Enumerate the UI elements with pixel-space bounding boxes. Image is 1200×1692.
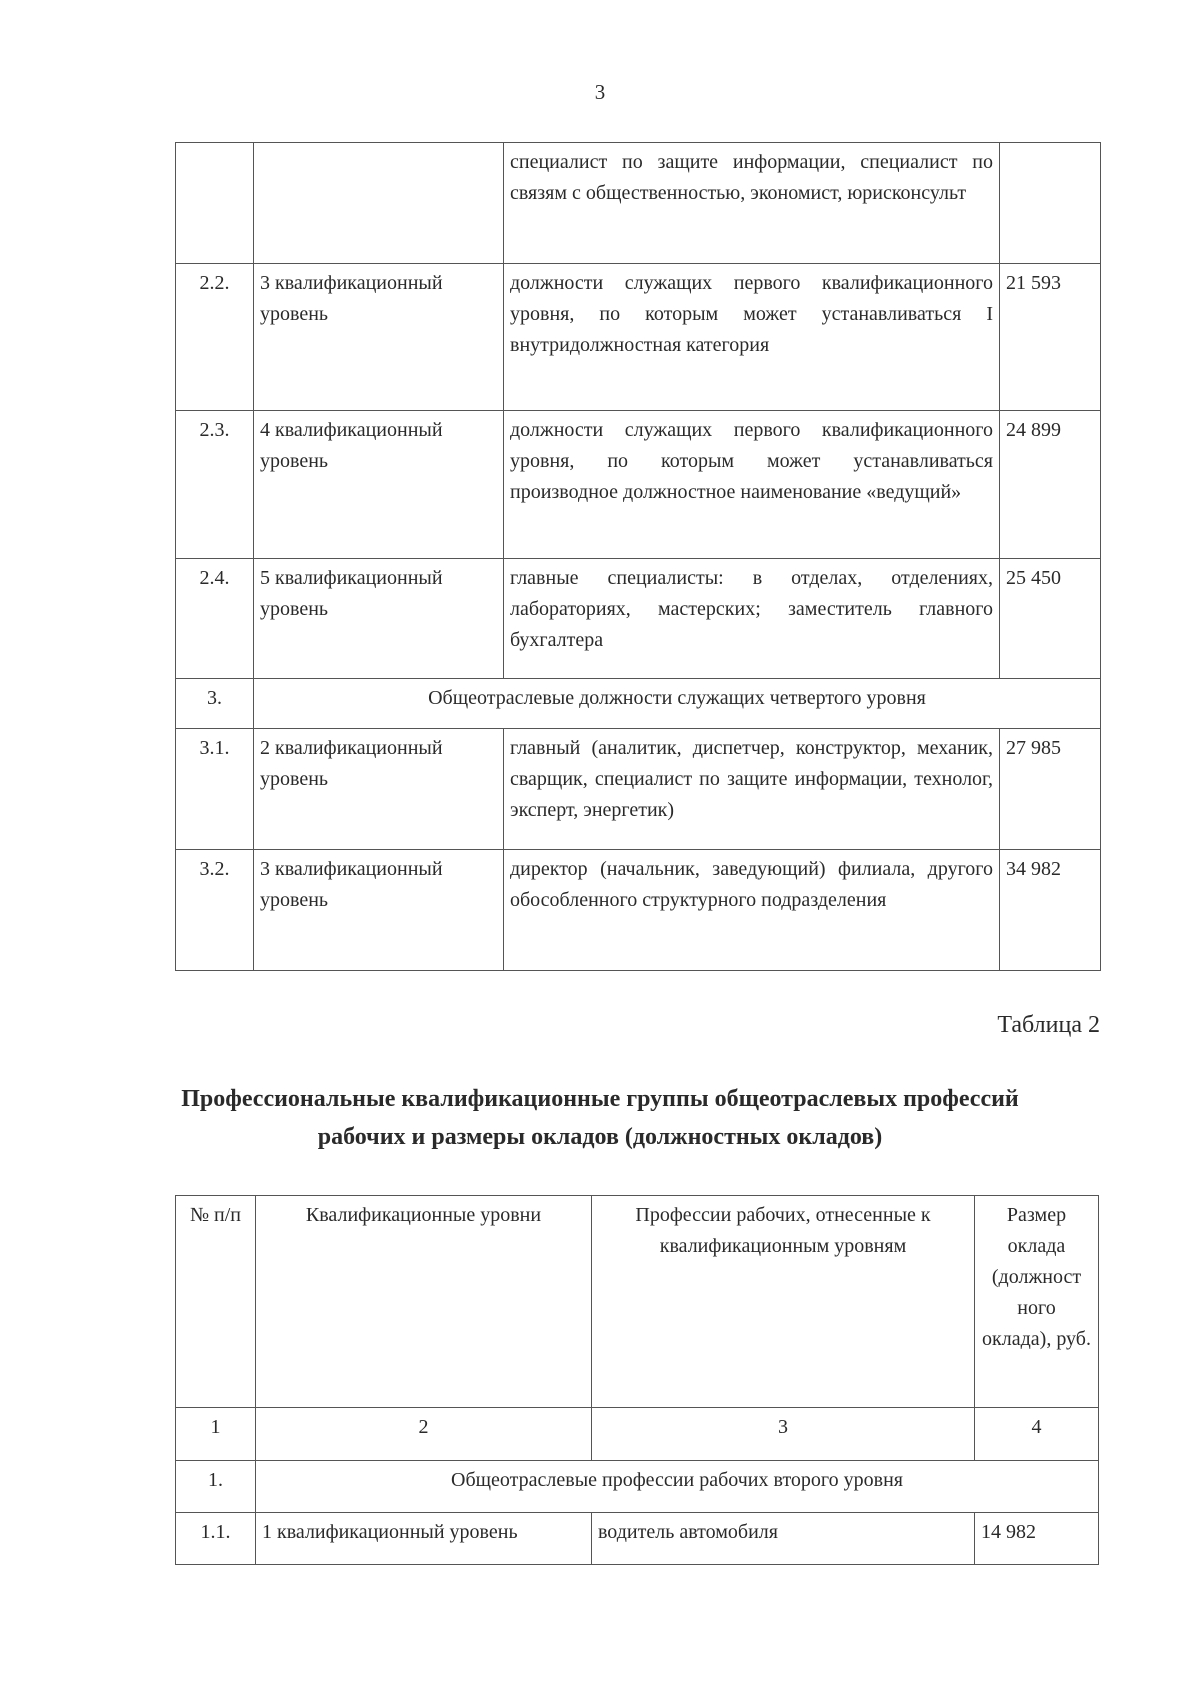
position-description: директор (начальник, заведующий) филиала, другого обособленного структурного подразделения bbox=[504, 850, 1000, 971]
header-professions: Профессии рабочих, отнесенные к квалификационным уровням bbox=[592, 1196, 975, 1408]
position-description: должности служащих первого квалификационного уровня, по которым может устанавливаться производное должностное наименование «ведущий» bbox=[504, 411, 1000, 559]
salary-value: 24 899 bbox=[1000, 411, 1101, 559]
position-description: главный (аналитик, диспетчер, конструктор, механик, сварщик, специалист по защите информации, технолог, эксперт, энергетик) bbox=[504, 729, 1000, 850]
section-title: Общеотраслевые профессии рабочих второго уровня bbox=[256, 1461, 1099, 1513]
header-row bbox=[176, 1196, 1099, 1408]
row-number: 2.2. bbox=[176, 264, 254, 411]
qualification-level: 1 квалификационный уровень bbox=[256, 1513, 592, 1565]
section-number: 3. bbox=[176, 679, 254, 729]
qualification-level bbox=[254, 143, 504, 264]
salary-value: 34 982 bbox=[1000, 850, 1101, 971]
section-number: 1. bbox=[176, 1461, 256, 1513]
table-caption: Таблица 2 bbox=[997, 1012, 1100, 1038]
row-number: 3.1. bbox=[176, 729, 254, 850]
qualification-level: 4 квалификационный уровень bbox=[254, 411, 504, 559]
header-salary: Размер оклада (должност ного оклада), руб. bbox=[975, 1196, 1099, 1408]
column-number: 4 bbox=[975, 1408, 1099, 1461]
qualification-level: 5 квалификационный уровень bbox=[254, 559, 504, 679]
row-number: 1.1. bbox=[176, 1513, 256, 1565]
table-row bbox=[176, 411, 1101, 559]
section-title: Общеотраслевые должности служащих четвертого уровня bbox=[254, 679, 1101, 729]
section-row bbox=[176, 679, 1101, 729]
row-number: 2.3. bbox=[176, 411, 254, 559]
salary-value bbox=[1000, 143, 1101, 264]
salary-value: 21 593 bbox=[1000, 264, 1101, 411]
table-row bbox=[176, 850, 1101, 971]
column-number: 3 bbox=[592, 1408, 975, 1461]
workers-salary-table bbox=[175, 1195, 1099, 1565]
position-description: главные специалисты: в отделах, отделениях, лабораториях, мастерских; заместитель главного бухгалтера bbox=[504, 559, 1000, 679]
table-row bbox=[176, 143, 1101, 264]
column-number-row bbox=[176, 1408, 1099, 1461]
page-number: 3 bbox=[594, 80, 606, 104]
salary-value: 14 982 bbox=[975, 1513, 1099, 1565]
table-row bbox=[176, 559, 1101, 679]
row-number bbox=[176, 143, 254, 264]
position-description: специалист по защите информации, специалист по связям с общественностью, экономист, юрисконсульт bbox=[504, 143, 1000, 264]
header-number: № п/п bbox=[176, 1196, 256, 1408]
qualification-level: 2 квалификационный уровень bbox=[254, 729, 504, 850]
section-row bbox=[176, 1461, 1099, 1513]
header-levels: Квалификационные уровни bbox=[256, 1196, 592, 1408]
table-row bbox=[176, 729, 1101, 850]
row-number: 2.4. bbox=[176, 559, 254, 679]
salary-value: 25 450 bbox=[1000, 559, 1101, 679]
qualification-level: 3 квалификационный уровень bbox=[254, 264, 504, 411]
salary-value: 27 985 bbox=[1000, 729, 1101, 850]
qualification-level: 3 квалификационный уровень bbox=[254, 850, 504, 971]
column-number: 2 bbox=[256, 1408, 592, 1461]
table-title: Профессиональные квалификационные группы общеотраслевых профессий рабочих и размеры окладов (должностных окладов) bbox=[181, 1086, 1019, 1150]
profession-description: водитель автомобиля bbox=[592, 1513, 975, 1565]
table-row bbox=[176, 264, 1101, 411]
position-description: должности служащих первого квалификационного уровня, по которым может устанавливаться I внутридолжностная категория bbox=[504, 264, 1000, 411]
salary-table-continued bbox=[175, 142, 1101, 971]
column-number: 1 bbox=[176, 1408, 256, 1461]
row-number: 3.2. bbox=[176, 850, 254, 971]
table-row bbox=[176, 1513, 1099, 1565]
